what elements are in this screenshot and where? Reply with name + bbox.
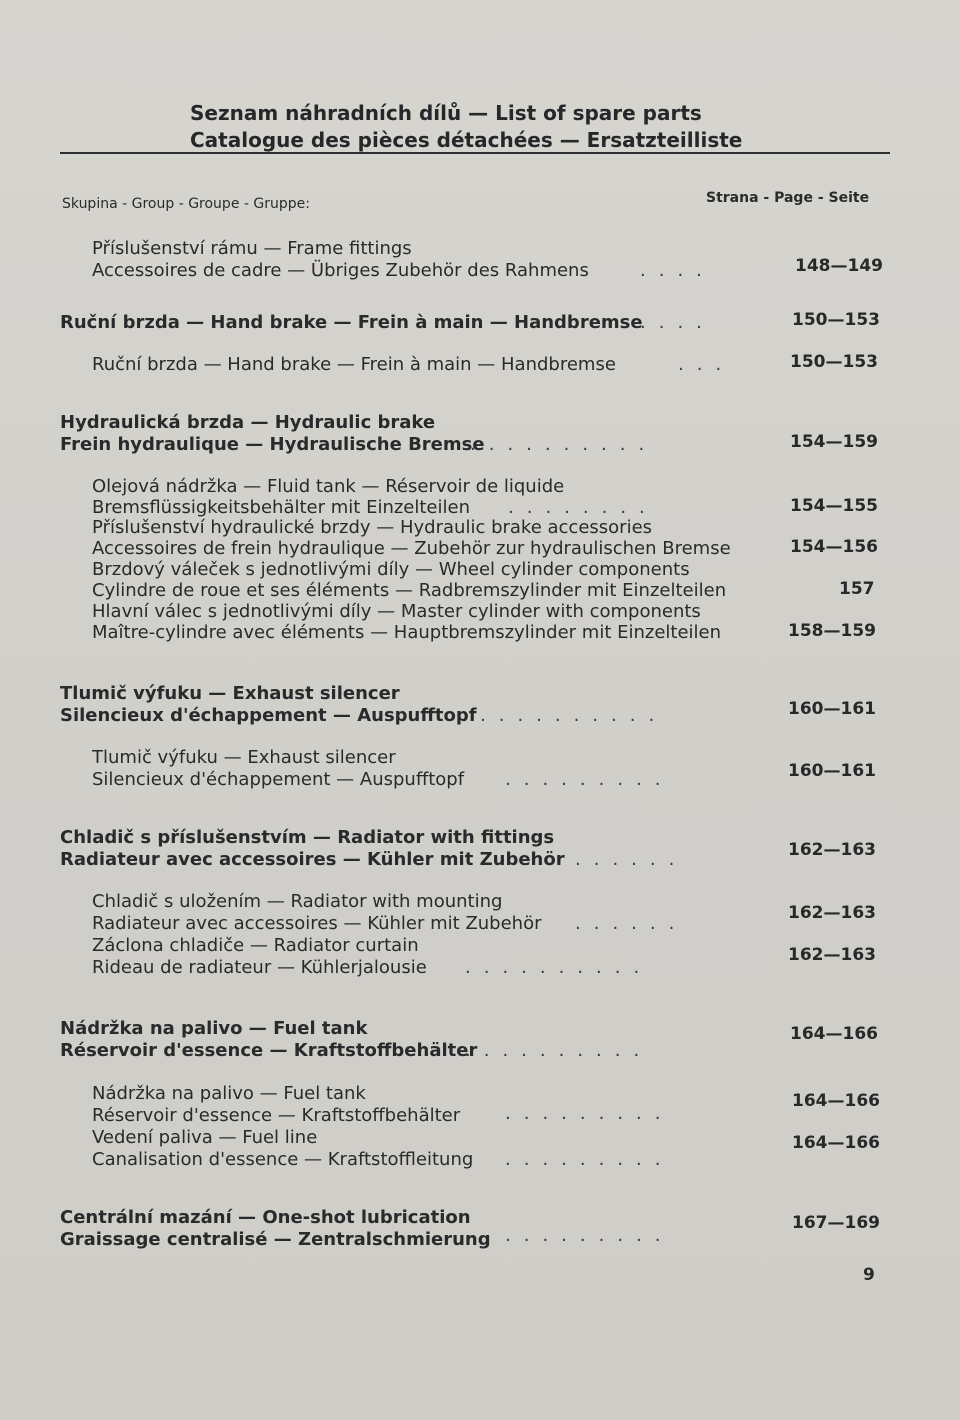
page-range: 150—153 <box>792 310 880 330</box>
entry-line: Maître-cylindre avec éléments — Hauptbremszylinder mit Einzelteilen <box>92 622 722 643</box>
leader-dots: ...... <box>575 849 688 870</box>
page-column-header: Strana - Page - Seite <box>706 190 870 206</box>
entry-line: Silencieux d'échappement — Auspufftopf <box>92 769 465 790</box>
entry-line: Cylindre de roue et ses éléments — Radbremszylinder mit Einzelteilen <box>92 580 727 601</box>
entry-line: Frein hydraulique — Hydraulische Bremse <box>60 434 485 455</box>
leader-dots: ........ <box>508 497 658 518</box>
entry-line: Ruční brzda — Hand brake — Frein à main — Handbremse <box>92 354 616 375</box>
page-range: 167—169 <box>792 1213 880 1233</box>
entry-line: Chladič s příslušenstvím — Radiator with fittings <box>60 827 555 848</box>
page-range: 162—163 <box>788 903 876 923</box>
leader-dots: ......... <box>505 1149 674 1170</box>
entry-line: Accessoires de frein hydraulique — Zubehör zur hydraulischen Bremse <box>92 538 731 559</box>
page-range: 154—159 <box>790 432 878 452</box>
entry-line: Hydraulická brzda — Hydraulic brake <box>60 412 436 433</box>
entry-line: Nádržka na palivo — Fuel tank <box>92 1083 366 1104</box>
group-column-header: Skupina - Group - Groupe - Gruppe: <box>62 196 310 212</box>
page-range: 162—163 <box>788 840 876 860</box>
title-divider <box>60 152 890 154</box>
entry-line: Centrální mazání — One-shot lubrication <box>60 1207 471 1228</box>
entry-line: Hlavní válec s jednotlivými díly — Master cylinder with components <box>92 601 701 622</box>
entry-line: Olejová nádržka — Fluid tank — Réservoir de liquide <box>92 476 565 497</box>
entry-line: Příslušenství hydraulické brzdy — Hydraulic brake accessories <box>92 517 653 538</box>
leader-dots: .......... <box>480 705 668 726</box>
page-range: 160—161 <box>788 699 876 719</box>
entry-line: Záclona chladiče — Radiator curtain <box>92 935 419 956</box>
entry-line: Silencieux d'échappement — Auspufftopf <box>60 705 477 726</box>
entry-line: Accessoires de cadre — Übriges Zubehör des Rahmens <box>92 260 589 281</box>
entry-line: Tlumič výfuku — Exhaust silencer <box>60 683 400 704</box>
entry-line: Tlumič výfuku — Exhaust silencer <box>92 747 396 768</box>
leader-dots: ......... <box>505 769 674 790</box>
leader-dots: .......... <box>465 1040 653 1061</box>
leader-dots: .... <box>640 260 715 281</box>
page-number: 9 <box>863 1265 875 1285</box>
page-range: 158—159 <box>788 621 876 641</box>
page-title <box>190 100 742 154</box>
page-range: 154—156 <box>790 537 878 557</box>
leader-dots: ... <box>678 354 735 375</box>
title-line-1: Seznam náhradních dílů — List of spare parts <box>190 101 702 125</box>
page-range: 157 <box>839 579 875 599</box>
entry-line: Canalisation d'essence — Kraftstoffleitung <box>92 1149 474 1170</box>
entry-line: Réservoir d'essence — Kraftstoffbehälter <box>60 1040 478 1061</box>
entry-line: Chladič s uložením — Radiator with mounting <box>92 891 503 912</box>
page-range: 162—163 <box>788 945 876 965</box>
page-range: 150—153 <box>790 352 878 372</box>
title-line-2: Catalogue des pièces détachées — Ersatzteilliste <box>190 128 743 152</box>
page-range: 164—166 <box>792 1133 880 1153</box>
entry-line: Vedení paliva — Fuel line <box>92 1127 318 1148</box>
page-range: 148—149 <box>795 256 883 276</box>
entry-line: Příslušenství rámu — Frame fittings <box>92 238 412 259</box>
leader-dots: .......... <box>465 957 653 978</box>
entry-line: Brzdový váleček s jednotlivými díly — Wheel cylinder components <box>92 559 690 580</box>
page-range: 160—161 <box>788 761 876 781</box>
page-range: 164—166 <box>790 1024 878 1044</box>
entry-line: Nádržka na palivo — Fuel tank <box>60 1018 368 1039</box>
entry-line: Graissage centralisé — Zentralschmierung <box>60 1229 491 1250</box>
leader-dots: ......... <box>505 1225 674 1246</box>
entry-line: Bremsflüssigkeitsbehälter mit Einzelteilen <box>92 497 470 518</box>
leader-dots: ...... <box>575 913 688 934</box>
page-range: 164—166 <box>792 1091 880 1111</box>
entry-line: Ruční brzda — Hand brake — Frein à main — Handbremse <box>60 312 643 333</box>
page-range: 154—155 <box>790 496 878 516</box>
entry-line: Radiateur avec accessoires — Kühler mit Zubehör <box>92 913 542 934</box>
entry-line: Réservoir d'essence — Kraftstoffbehälter <box>92 1105 461 1126</box>
leader-dots: ......... <box>505 1103 674 1124</box>
leader-dots: .... <box>640 312 715 333</box>
leader-dots: .......... <box>470 434 658 455</box>
entry-line: Rideau de radiateur — Kühlerjalousie <box>92 957 427 978</box>
entry-line: Radiateur avec accessoires — Kühler mit Zubehör <box>60 849 565 870</box>
